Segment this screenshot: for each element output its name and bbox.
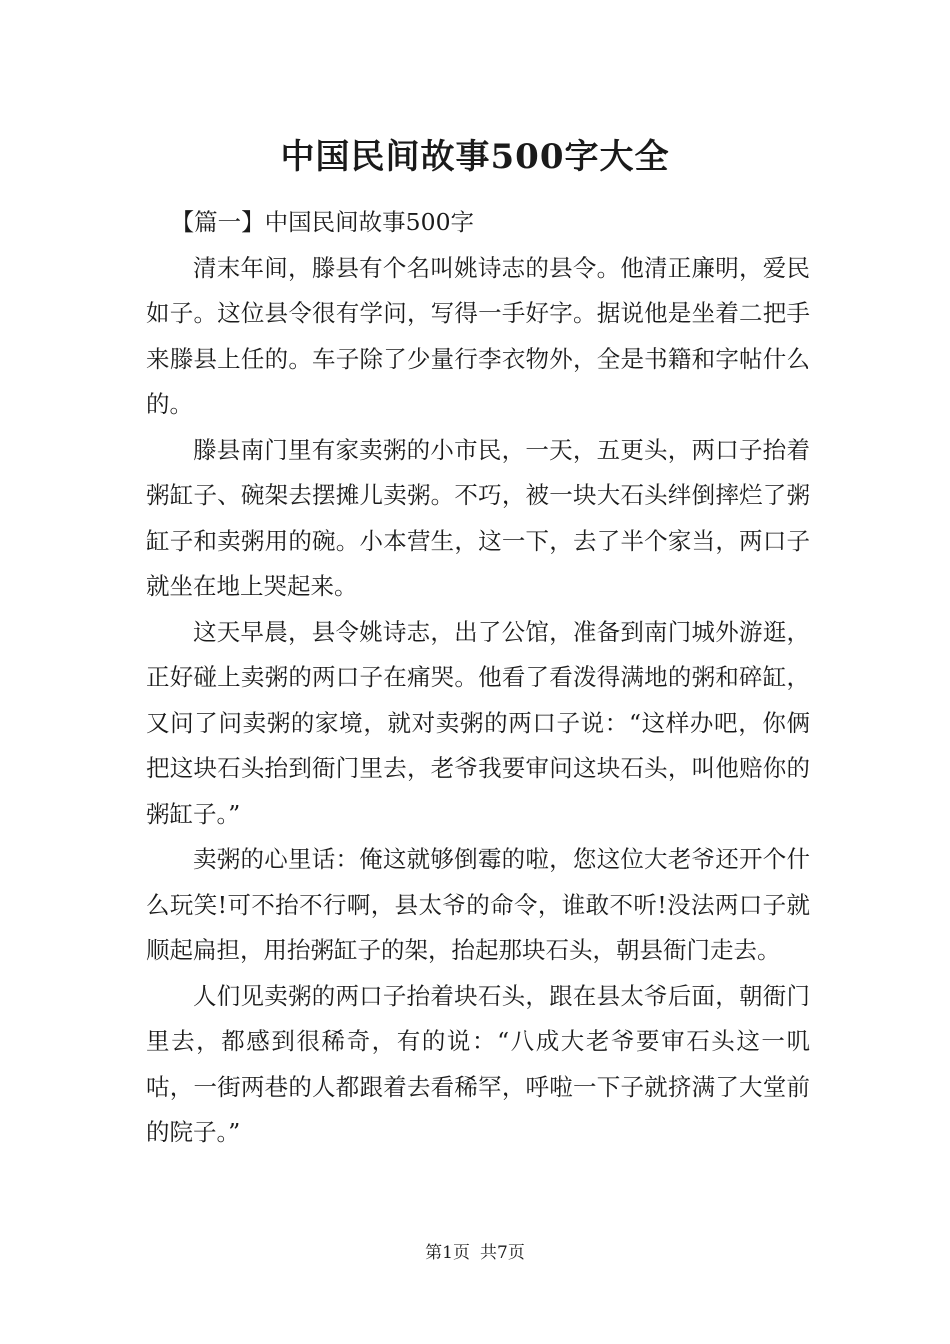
document-body: [146, 200, 810, 1156]
paragraph-3: 这天早晨，县令姚诗志，出了公馆，准备到南门城外游逛，正好碰上卖粥的两口子在痛哭。他看了看泼得满地的粥和碎缸，又问了问卖粥的家境，就对卖粥的两口子说：“这样办吧，你俩把这块石头抬到衙门里去，老爷我要审问这块石头，叫他赔你的粥缸子。”: [146, 617, 810, 828]
paragraph-1: 清末年间，滕县有个名叫姚诗志的县令。他清正廉明，爱民如子。这位县令很有学问，写得一手好字。据说他是坐着二把手来滕县上任的。车子除了少量行李衣物外，全是书籍和字帖什么的。: [146, 253, 810, 418]
paragraph-2: 滕县南门里有家卖粥的小市民，一天，五更头，两口子抬着粥缸子、碗架去摆摊儿卖粥。不巧，被一块大石头绊倒摔烂了粥缸子和卖粥用的碗。小本营生，这一下，去了半个家当，两口子就坐在地上哭起来。: [146, 435, 810, 600]
paragraph-5: 人们见卖粥的两口子抬着块石头，跟在县太爷后面，朝衙门里去，都感到很稀奇，有的说：“八成大老爷要审石头这一叽咕，一街两巷的人都跟着去看稀罕，呼啦一下子就挤满了大堂前的院子。”: [146, 981, 810, 1146]
section-heading: 【篇一】中国民间故事500字: [170, 208, 475, 236]
page-footer: [0, 1241, 950, 1265]
page-number-current: 第1页: [425, 1243, 470, 1263]
document-title: 中国民间故事500字大全: [280, 137, 670, 177]
paragraph-4: 卖粥的心里话：俺这就够倒霉的啦，您这位大老爷还开个什么玩笑!可不抬不行啊，县太爷的命令，谁敢不听!没法两口子就顺起扁担，用抬粥缸子的架，抬起那块石头，朝县衙门走去。: [146, 845, 810, 964]
page-number-total: 共7页: [480, 1243, 525, 1263]
